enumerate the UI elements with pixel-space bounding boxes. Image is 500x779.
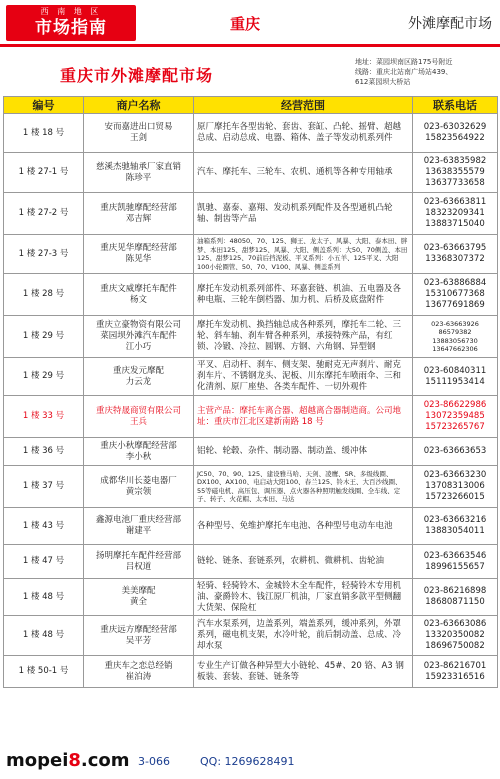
phone-number: 13883054011 bbox=[425, 526, 485, 536]
header-market-name: 外滩摩配市场 bbox=[408, 16, 492, 32]
phone-number: 15923316516 bbox=[425, 671, 485, 682]
table-row bbox=[4, 193, 498, 235]
phone-number: 13677691869 bbox=[425, 300, 485, 310]
merchant-name-line: 慈溪杰驰轴承厂家直销 bbox=[95, 161, 181, 172]
phone-number: 023-63663546 bbox=[423, 550, 487, 561]
cell-stall-number: 1 楼 47 号 bbox=[4, 545, 84, 579]
market-title: 重庆市外滩摩配市场 bbox=[60, 66, 214, 85]
merchant-name-line: 美美摩配 bbox=[121, 586, 156, 596]
table-row bbox=[4, 114, 498, 153]
phone-number: 13708313006 bbox=[425, 481, 485, 491]
column-header-scope: 经营范围 bbox=[194, 97, 413, 114]
footer-qq: QQ: 1269628491 bbox=[200, 755, 295, 768]
merchant-table bbox=[3, 96, 498, 688]
merchant-name-line: 安而嘉进出口贸易 bbox=[104, 122, 173, 132]
cell-stall-number: 1 楼 29 号 bbox=[4, 316, 84, 358]
phone-number: 13072359485 bbox=[425, 411, 485, 421]
cell-merchant-name bbox=[84, 438, 194, 466]
phone-number: 023-63663086 bbox=[423, 619, 487, 629]
cell-stall-number: 1 楼 27-1 号 bbox=[4, 153, 84, 193]
table-row bbox=[4, 656, 498, 688]
page-footer bbox=[0, 746, 500, 779]
phone-number: 15823564922 bbox=[425, 133, 485, 143]
merchant-name-line: 重庆见华摩配经营部 bbox=[100, 243, 177, 253]
merchant-name-line: 力云龙 bbox=[125, 376, 152, 387]
phone-number: 18996155657 bbox=[425, 561, 485, 572]
cell-phone bbox=[413, 193, 498, 235]
table-row bbox=[4, 396, 498, 438]
cell-stall-number: 1 楼 43 号 bbox=[4, 508, 84, 545]
cell-business-scope: 摩托车发动机系列部件、环嘉套链、机油、五电器及各种电瓶、三轮车倒档器、加力机、后桥及底盘附件 bbox=[194, 274, 413, 316]
address-line: 线路：重庆北站南广场站439、 bbox=[355, 68, 453, 76]
cell-stall-number: 1 楼 18 号 bbox=[4, 114, 84, 153]
merchant-name-line: 谢建平 bbox=[125, 526, 152, 536]
cell-merchant-name bbox=[84, 358, 194, 396]
phone-number: 15723266015 bbox=[425, 492, 485, 502]
table-row bbox=[4, 466, 498, 508]
cell-phone bbox=[413, 316, 498, 358]
cell-merchant-name bbox=[84, 579, 194, 616]
cell-stall-number: 1 楼 27-2 号 bbox=[4, 193, 84, 235]
cell-phone bbox=[413, 466, 498, 508]
cell-business-scope: 汽车、摩托车、三轮车、农机、通机等各种专用轴承 bbox=[194, 153, 413, 193]
phone-number: 023-63663230 bbox=[423, 470, 487, 480]
merchant-name-line: 杨文 bbox=[129, 294, 147, 305]
cell-phone bbox=[413, 153, 498, 193]
cell-stall-number: 1 楼 27-3 号 bbox=[4, 235, 84, 274]
cell-business-scope: 专业生产订做各种异型大小链轮、45#、20 铬、A3 钢板装、套装、套链、链条等 bbox=[194, 656, 413, 688]
table-row bbox=[4, 153, 498, 193]
cell-stall-number: 1 楼 37 号 bbox=[4, 466, 84, 508]
cell-business-scope: 摩托车发动机、换挡轴总成各种系列，摩托车二轮、三轮、斜车轴、刹车臂各种系列，承接特殊产品，有红锁、冷锻、冷拉、圆钢、方钢、六角钢、异型钢 bbox=[194, 316, 413, 358]
phone-number: 023-63663653 bbox=[423, 446, 487, 456]
cell-merchant-name bbox=[84, 235, 194, 274]
phone-number: 13883056730 bbox=[432, 336, 478, 345]
merchant-name-line: 重庆车之恋总经销 bbox=[104, 660, 173, 671]
cell-phone bbox=[413, 579, 498, 616]
cell-phone bbox=[413, 235, 498, 274]
phone-number: 13320350082 bbox=[425, 630, 485, 640]
table-row bbox=[4, 545, 498, 579]
footer-phone-fragment: 3-066 bbox=[138, 755, 170, 768]
cell-business-scope: 主营产品：摩托车离合器、超越离合器制造商。公司地址：重庆市江北区建新南路 18 号 bbox=[194, 396, 413, 438]
cell-business-scope: 轻骑、轻骑铃木、金城铃木全车配件，轻骑铃木专用机油、豪爵铃木、钱江原厂机油，厂家直销多款平型侧翻大货架、保险杠 bbox=[194, 579, 413, 616]
site-watermark bbox=[6, 750, 130, 771]
table-row bbox=[4, 358, 498, 396]
merchant-name-line: 重庆特晟商贸有限公司 bbox=[95, 405, 181, 416]
merchant-name-line: 吕权道 bbox=[125, 561, 152, 572]
cell-merchant-name bbox=[84, 193, 194, 235]
merchant-name-line: 黄宗领 bbox=[125, 486, 152, 497]
table-row bbox=[4, 316, 498, 358]
cell-phone bbox=[413, 545, 498, 579]
address-line: 612菜园坝大桥站 bbox=[355, 78, 411, 86]
merchant-name-line: 王兵 bbox=[129, 416, 147, 427]
merchant-name-line: 重庆远方摩配经营部 bbox=[100, 624, 177, 635]
cell-business-scope: JC50、70、90、125、建设雅马哈、天剑、凌鹰、SR、多级线圈、DX100、AX100、电启动大阳100、春兰125、铃木王、大百沙线圈、55等磁电机、高压包、调压器、点火器各种照明触发线圈、全车线、定子、转子、火花帽、太本田、马达 bbox=[194, 466, 413, 508]
market-title-area bbox=[0, 55, 500, 95]
cell-stall-number: 1 楼 28 号 bbox=[4, 274, 84, 316]
phone-number: 15111953414 bbox=[425, 376, 485, 387]
cell-merchant-name bbox=[84, 316, 194, 358]
merchant-name-line: 崔泊涛 bbox=[125, 671, 152, 682]
merchant-name-line: 陈见华 bbox=[125, 254, 152, 264]
cell-phone bbox=[413, 656, 498, 688]
site-prefix: mopei bbox=[6, 750, 69, 771]
table-row bbox=[4, 274, 498, 316]
cell-business-scope: 凯驰、嘉泰、嘉翔、发动机系列配件及各型通机凸轮轴、制齿等产品 bbox=[194, 193, 413, 235]
cell-stall-number: 1 楼 29 号 bbox=[4, 358, 84, 396]
phone-number: 023-86216898 bbox=[423, 586, 487, 596]
phone-number: 13637733658 bbox=[425, 178, 485, 188]
cell-merchant-name bbox=[84, 153, 194, 193]
merchant-name-line: 王剑 bbox=[129, 133, 147, 143]
phone-number: 023-63663216 bbox=[423, 515, 487, 525]
page-header bbox=[0, 0, 500, 47]
cell-phone bbox=[413, 114, 498, 153]
site-digit: 8 bbox=[68, 750, 81, 771]
phone-number: 023-63663926 bbox=[431, 319, 479, 328]
cell-phone bbox=[413, 438, 498, 466]
merchant-name-line: 江小巧 bbox=[125, 342, 152, 352]
phone-number: 13883715040 bbox=[425, 219, 485, 229]
cell-business-scope: 平叉、启动杆、刹车、侧支架、驰耐克无声刹片、耐克刹车片、不锈钢龙头、泥板、川东摩托车喷雨伞、三和化清剂、原厂座垫、各类车配件、一切外观件 bbox=[194, 358, 413, 396]
cell-merchant-name bbox=[84, 656, 194, 688]
merchant-name-line: 重庆小秋摩配经营部 bbox=[100, 440, 177, 451]
table-row bbox=[4, 508, 498, 545]
cell-phone bbox=[413, 396, 498, 438]
table-row bbox=[4, 235, 498, 274]
merchant-name-line: 李小秋 bbox=[125, 451, 152, 462]
logo-region-label: 西 南 地 区 bbox=[40, 7, 102, 16]
cell-merchant-name bbox=[84, 114, 194, 153]
address-line: 地址：菜园坝南区路175号附近 bbox=[355, 58, 453, 66]
market-address bbox=[355, 57, 495, 87]
table-header-row bbox=[4, 97, 498, 114]
phone-number: 023-60840311 bbox=[423, 365, 487, 376]
merchant-name-line: 鑫源电池厂重庆经营部 bbox=[95, 515, 181, 525]
phone-number: 023-63835982 bbox=[423, 156, 487, 166]
phone-number: 023-63886884 bbox=[423, 278, 487, 288]
cell-stall-number: 1 楼 33 号 bbox=[4, 396, 84, 438]
header-city: 重庆 bbox=[230, 15, 261, 33]
merchant-name-line: 邓吉辉 bbox=[125, 213, 152, 224]
merchant-name-line: 黄全 bbox=[129, 597, 147, 607]
merchant-name-line: 吴平芳 bbox=[125, 635, 152, 646]
phone-number: 13638355579 bbox=[425, 167, 485, 177]
column-header-number: 编号 bbox=[4, 97, 84, 114]
merchant-name-line: 扬明摩托车配件经营部 bbox=[95, 550, 181, 561]
merchant-rows bbox=[4, 114, 498, 688]
phone-number: 023-63663795 bbox=[423, 243, 487, 253]
phone-number: 023-86216701 bbox=[423, 660, 487, 671]
table-row bbox=[4, 579, 498, 616]
phone-number: 86579382 bbox=[438, 328, 472, 336]
cell-stall-number: 1 楼 48 号 bbox=[4, 616, 84, 656]
column-header-phone: 联系电话 bbox=[413, 97, 498, 114]
phone-number: 13368307372 bbox=[425, 254, 485, 264]
cell-merchant-name bbox=[84, 545, 194, 579]
phone-number: 13647662306 bbox=[432, 345, 478, 353]
cell-phone bbox=[413, 358, 498, 396]
cell-stall-number: 1 楼 50-1 号 bbox=[4, 656, 84, 688]
merchant-name-line: 陈珍平 bbox=[125, 172, 152, 183]
merchant-name-line: 重庆立豪物资有限公司 bbox=[95, 320, 181, 330]
table-row bbox=[4, 438, 498, 466]
merchant-name-line: 重庆凯驰摩配经营部 bbox=[100, 202, 177, 213]
cell-business-scope: 汽车水泵系列，边盖系列，端盖系列，缓冲系列，外罩系列，磁电机支架，水冷叶轮，前后制动盖、总成、冷却水泵 bbox=[194, 616, 413, 656]
site-suffix: .com bbox=[80, 750, 130, 771]
cell-merchant-name bbox=[84, 508, 194, 545]
phone-number: 023-63032629 bbox=[423, 122, 487, 132]
column-header-merchant: 商户名称 bbox=[84, 97, 194, 114]
cell-stall-number: 1 楼 48 号 bbox=[4, 579, 84, 616]
phone-number: 023-63663811 bbox=[423, 197, 487, 207]
cell-phone bbox=[413, 616, 498, 656]
cell-business-scope: 铝轮、轮毂、杂件、制动器、制动盖、缓冲体 bbox=[194, 438, 413, 466]
phone-number: 023-86622986 bbox=[423, 400, 487, 410]
cell-business-scope: 油箱系列：48050、70、125、狮王、龙太子、风暴、大阳、泰本田、胖梦、本田125、甜梦125、风暴、大阳、侧盖系列：大50、70侧盖、本田125、甜梦125、70前后挡泥板、平叉系列：小五羊、125平叉、大阳100小轮圈管、50、70、V100、风暴、侧盖系列 bbox=[194, 235, 413, 274]
cell-phone bbox=[413, 508, 498, 545]
cell-business-scope: 各种型号、免维护摩托车电池、各种型号电动车电池 bbox=[194, 508, 413, 545]
cell-business-scope: 原厂摩托车各型齿轮、套齿、套缸、凸轮、摇臂、超越总成、启动总成、电器、箱体、盖子等发动机系列件 bbox=[194, 114, 413, 153]
phone-number: 18696750082 bbox=[425, 641, 485, 651]
cell-merchant-name bbox=[84, 466, 194, 508]
merchant-name-line: 菜园坝外滩汽车配件 bbox=[100, 331, 177, 341]
phone-number: 15723265767 bbox=[425, 422, 485, 432]
merchant-name-line: 重庆发元摩配 bbox=[112, 365, 164, 376]
table-row bbox=[4, 616, 498, 656]
cell-business-scope: 链轮、链条、套链系列，农耕机、微耕机、齿轮油 bbox=[194, 545, 413, 579]
cell-phone bbox=[413, 274, 498, 316]
phone-number: 18680871150 bbox=[425, 597, 485, 607]
market-guide-logo bbox=[6, 5, 136, 41]
phone-number: 18323209341 bbox=[425, 208, 485, 218]
merchant-name-line: 重庆文威摩托车配件 bbox=[100, 283, 177, 294]
cell-merchant-name bbox=[84, 616, 194, 656]
phone-number: 15310677368 bbox=[425, 289, 485, 299]
cell-stall-number: 1 楼 36 号 bbox=[4, 438, 84, 466]
cell-merchant-name bbox=[84, 396, 194, 438]
logo-title: 市场指南 bbox=[35, 18, 107, 38]
merchant-name-line: 成都华川长菱电器厂 bbox=[100, 475, 177, 486]
cell-merchant-name bbox=[84, 274, 194, 316]
